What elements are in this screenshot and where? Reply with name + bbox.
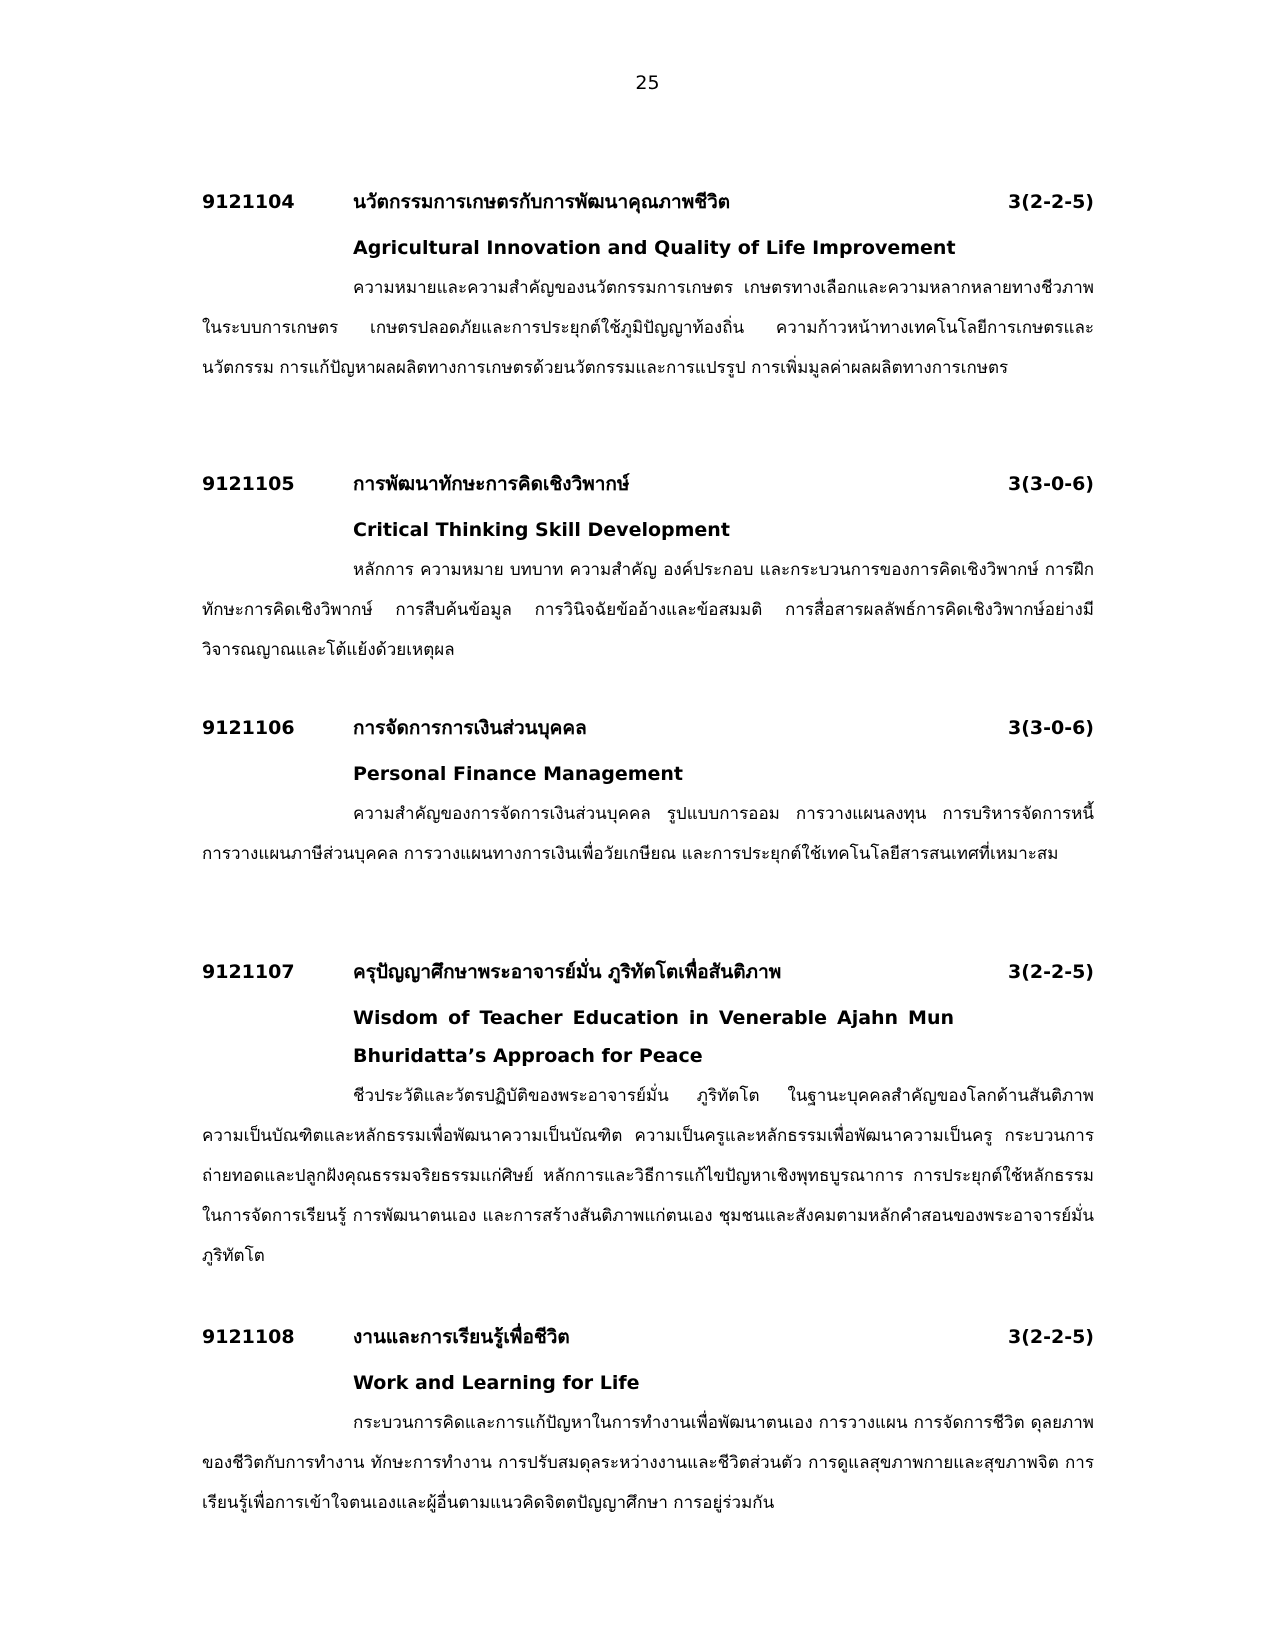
course-entry: [202, 1323, 1094, 1523]
course-header: [202, 1323, 1094, 1365]
course-header: [202, 470, 1094, 512]
course-credits: 3(2-2-5): [1007, 1326, 1094, 1348]
course-code: 9121104: [202, 191, 295, 213]
course-description: หลักการ ความหมาย บทบาท ความสำคัญ องค์ประกอบ และกระบวนการของการคิดเชิงวิพากษ์ การฝึกทักษะการคิดเชิงวิพากษ์ การสืบค้นข้อมูล การวินิจฉัยข้ออ้างและข้อสมมติ การสื่อสารผลลัพธ์การคิดเชิงวิพากษ์อย่างมีวิจารณญาณและโต้แย้งด้วยเหตุผล: [202, 560, 1094, 660]
course-credits: 3(2-2-5): [1007, 961, 1094, 983]
course-header: [202, 958, 1094, 1000]
course-entry: [202, 714, 1094, 874]
course-credits: 3(2-2-5): [1007, 191, 1094, 213]
course-code: 9121107: [202, 961, 295, 983]
course-code: 9121108: [202, 1326, 295, 1348]
course-entry: [202, 470, 1094, 670]
course-thai-title: การจัดการการเงินส่วนบุคคล: [353, 717, 587, 739]
course-english-title: Agricultural Innovation and Quality of Life Improvement: [353, 237, 956, 259]
page-number: 25: [635, 72, 660, 94]
course-entry: [202, 958, 1094, 1276]
course-entry: [202, 188, 1094, 388]
course-english-title-continued: Bhuridatta’s Approach for Peace: [353, 1045, 703, 1067]
course-header: [202, 714, 1094, 756]
course-thai-title: การพัฒนาทักษะการคิดเชิงวิพากษ์: [353, 473, 630, 495]
course-thai-title: ครุปัญญาศึกษาพระอาจารย์มั่น ภูริทัตโตเพื่อสันติภาพ: [353, 961, 782, 983]
course-description: กระบวนการคิดและการแก้ปัญหาในการทำงานเพื่อพัฒนาตนเอง การวางแผน การจัดการชีวิต ดุลยภาพของชีวิตกับการทำงาน ทักษะการทำงาน การปรับสมดุลระหว่างงานและชีวิตส่วนตัว การดูแลสุขภาพกายและสุขภาพจิต การเรียนรู้เพื่อการเข้าใจตนเองและผู้อื่นตามแนวคิดจิตตปัญญาศึกษา การอยู่ร่วมกัน: [202, 1413, 1094, 1513]
course-code: 9121105: [202, 473, 295, 495]
course-english-title: Wisdom of Teacher Education in Venerable Ajahn Mun: [353, 1007, 954, 1029]
course-credits: 3(3-0-6): [1007, 473, 1094, 495]
course-code: 9121106: [202, 717, 295, 739]
course-header: [202, 188, 1094, 230]
course-english-title: Personal Finance Management: [353, 763, 684, 785]
course-description: ความสำคัญของการจัดการเงินส่วนบุคคล รูปแบบการออม การวางแผนลงทุน การบริหารจัดการหนี้ การวางแผนภาษีส่วนบุคคล การวางแผนทางการเงินเพื่อวัยเกษียณ และการประยุกต์ใช้เทคโนโลยีสารสนเทศที่เหมาะสม: [202, 804, 1094, 864]
course-description: ชีวประวัติและวัตรปฏิบัติของพระอาจารย์มั่น ภูริทัตโต ในฐานะบุคคลสำคัญของโลกด้านสันติภาพ ความเป็นบัณฑิตและหลักธรรมเพื่อพัฒนาความเป็นบัณฑิต ความเป็นครูและหลักธรรมเพื่อพัฒนาความเป็นครู กระบวนการถ่ายทอดและปลูกฝังคุณธรรมจริยธรรมแก่ศิษย์ หลักการและวิธีการแก้ไขปัญหาเชิงพุทธบูรณาการ การประยุกต์ใช้หลักธรรมในการจัดการเรียนรู้ การพัฒนาตนเอง และการสร้างสันติภาพแก่ตนเอง ชุมชนและสังคมตามหลักคำสอนของพระอาจารย์มั่น ภูริทัตโต: [202, 1086, 1094, 1266]
course-description: ความหมายและความสำคัญของนวัตกรรมการเกษตร เกษตรทางเลือกและความหลากหลายทางชีวภาพในระบบการเกษตร เกษตรปลอดภัยและการประยุกต์ใช้ภูมิปัญญาท้องถิ่น ความก้าวหน้าทางเทคโนโลยีการเกษตรและนวัตกรรม การแก้ปัญหาผลผลิตทางการเกษตรด้วยนวัตกรรมและการแปรรูป การเพิ่มมูลค่าผลผลิตทางการเกษตร: [202, 278, 1094, 378]
course-credits: 3(3-0-6): [1007, 717, 1094, 739]
course-thai-title: นวัตกรรมการเกษตรกับการพัฒนาคุณภาพชีวิต: [353, 191, 731, 213]
course-thai-title: งานและการเรียนรู้เพื่อชีวิต: [353, 1326, 570, 1348]
course-english-title: Critical Thinking Skill Development: [353, 519, 730, 541]
course-english-title: Work and Learning for Life: [353, 1372, 640, 1394]
